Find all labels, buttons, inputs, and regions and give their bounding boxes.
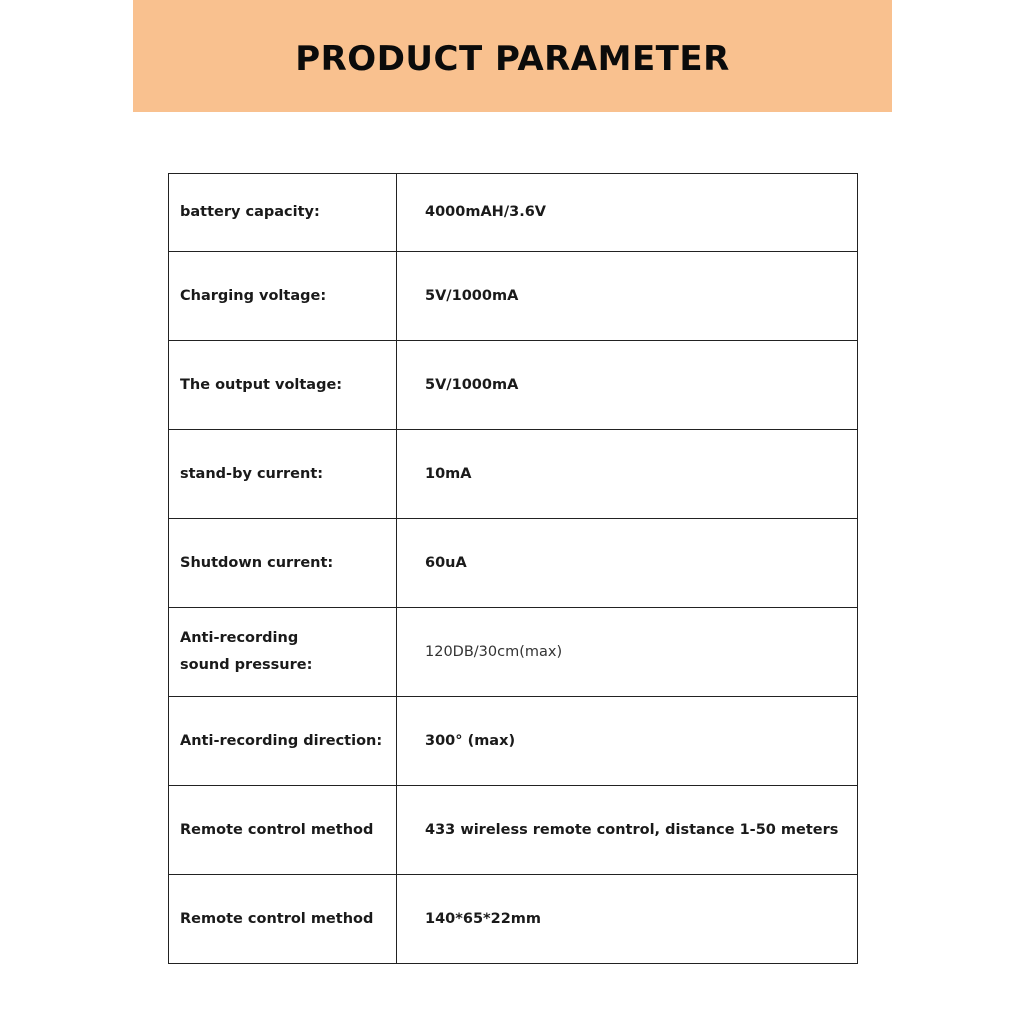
table-row [169,786,858,875]
spec-value: 5V/1000mA [397,341,858,430]
spec-label: Anti-recording direction: [169,697,397,786]
table-row [169,430,858,519]
table-row [169,608,858,697]
spec-value: 5V/1000mA [397,252,858,341]
table-row [169,174,858,252]
spec-table [168,173,858,964]
spec-value: 10mA [397,430,858,519]
spec-label-line: Anti-recording [180,630,299,646]
spec-label [169,608,397,697]
spec-value: 4000mAH/3.6V [397,174,858,252]
spec-value: 120DB/30cm(max) [397,608,858,697]
table-row [169,519,858,608]
table-row [169,697,858,786]
table-row [169,252,858,341]
spec-label: stand-by current: [169,430,397,519]
spec-label-line: sound pressure: [180,657,313,673]
spec-label: battery capacity: [169,174,397,252]
spec-label: Remote control method [169,786,397,875]
spec-value: 60uA [397,519,858,608]
spec-value: 433 wireless remote control, distance 1-50 meters [397,786,858,875]
table-row [169,341,858,430]
spec-label: Charging voltage: [169,252,397,341]
spec-label: Shutdown current: [169,519,397,608]
spec-value: 140*65*22mm [397,875,858,964]
spec-value: 300° (max) [397,697,858,786]
table-row [169,875,858,964]
page-title: PRODUCT PARAMETER [295,39,730,79]
header-banner [133,0,892,112]
spec-label: The output voltage: [169,341,397,430]
spec-label: Remote control method [169,875,397,964]
